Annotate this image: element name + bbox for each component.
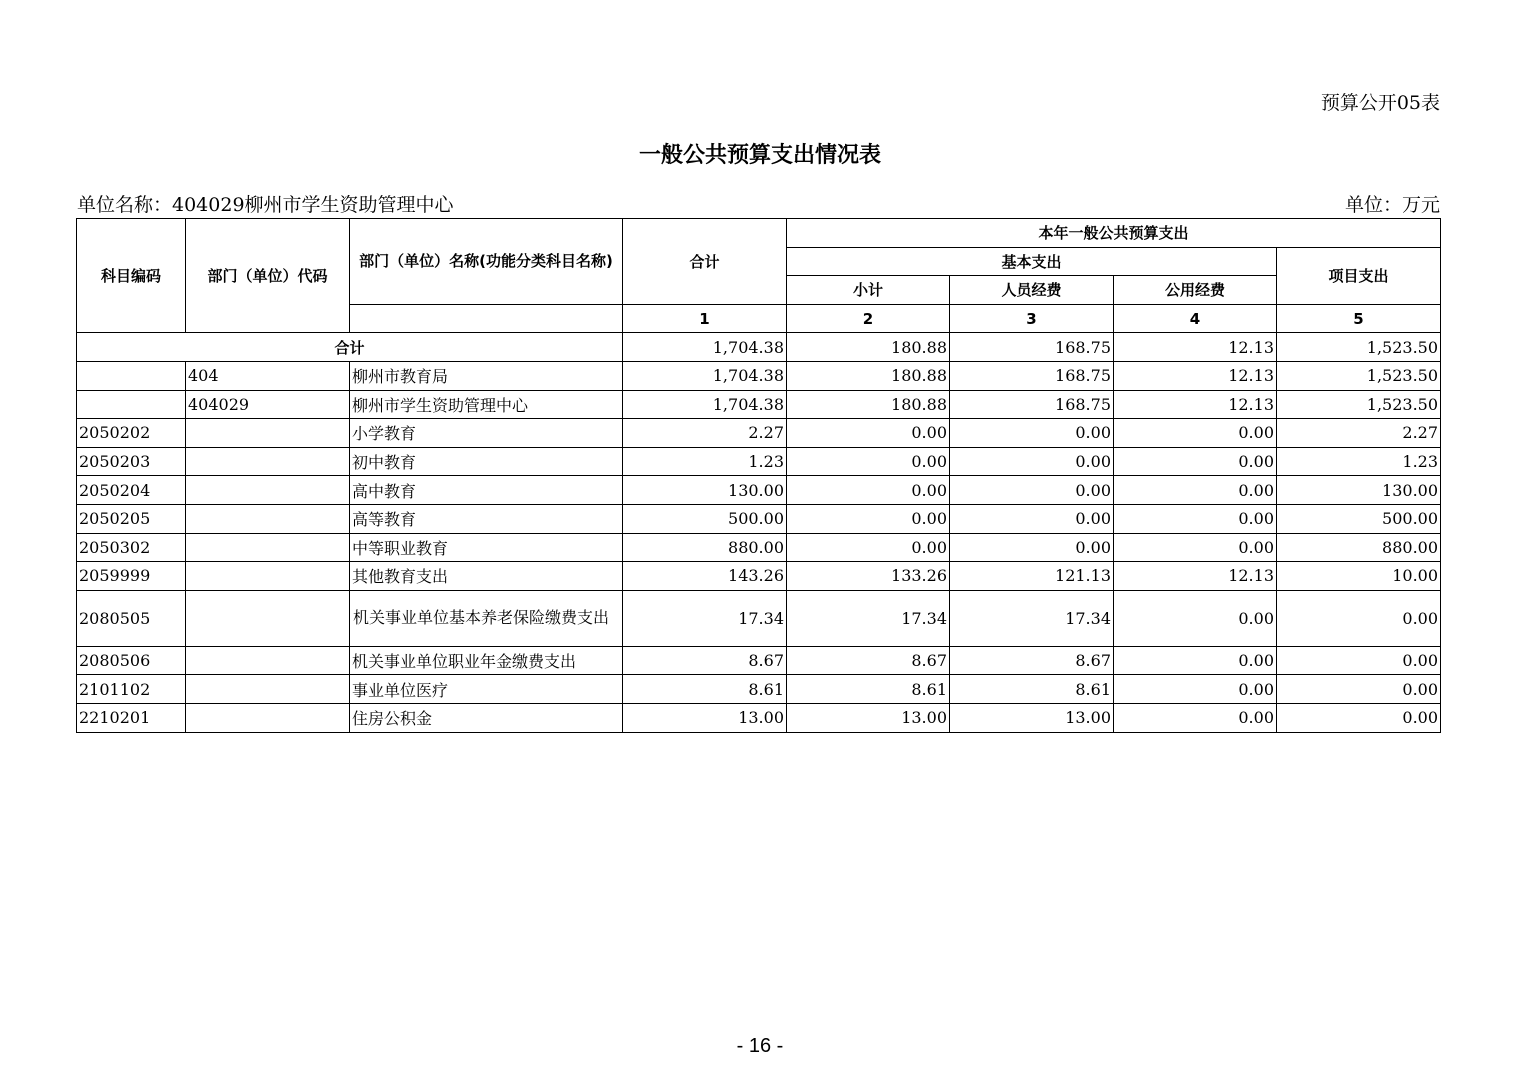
cell-project: 130.00 [1277, 476, 1441, 505]
header-col-5: 5 [1277, 304, 1441, 333]
cell-project: 500.00 [1277, 504, 1441, 533]
cell-dept-code [186, 646, 350, 675]
cell-personnel: 0.00 [950, 476, 1114, 505]
cell-dept-code [186, 533, 350, 562]
cell-personnel: 8.61 [950, 675, 1114, 704]
cell-dept-code: 404 [186, 361, 350, 390]
cell-total: 143.26 [623, 562, 787, 591]
cell-total: 17.34 [623, 590, 787, 646]
cell-dept-code [186, 504, 350, 533]
table-body [77, 333, 1441, 732]
cell-subtotal: 0.00 [787, 476, 950, 505]
header-col-3: 3 [950, 304, 1114, 333]
cell-subject-code: 2101102 [77, 675, 186, 704]
cell-dept-name: 柳州市学生资助管理中心 [350, 390, 623, 419]
header-dept-name: 部门（单位）名称(功能分类科目名称) [350, 219, 623, 305]
cell-public: 12.13 [1114, 562, 1277, 591]
cell-subtotal: 133.26 [787, 562, 950, 591]
table-row [77, 646, 1441, 675]
cell-total: 8.67 [623, 646, 787, 675]
cell-project: 0.00 [1277, 675, 1441, 704]
cell-subtotal: 180.88 [787, 390, 950, 419]
cell-dept-name: 中等职业教育 [350, 533, 623, 562]
cell-total: 500.00 [623, 504, 787, 533]
cell-total: 880.00 [623, 533, 787, 562]
cell-dept-name: 机关事业单位职业年金缴费支出 [350, 646, 623, 675]
table-row [77, 447, 1441, 476]
page-title: 一般公共预算支出情况表 [638, 143, 881, 168]
cell-dept-code: 404029 [186, 390, 350, 419]
cell-public: 0.00 [1114, 675, 1277, 704]
cell-personnel: 168.75 [950, 361, 1114, 390]
cell-dept-name: 机关事业单位基本养老保险缴费支出 [350, 590, 623, 646]
cell-dept-name: 其他教育支出 [350, 562, 623, 591]
header-dept-code: 部门（单位）代码 [186, 219, 350, 333]
cell-total: 130.00 [623, 476, 787, 505]
total-row-public: 12.13 [1114, 333, 1277, 362]
cell-subtotal: 0.00 [787, 504, 950, 533]
table-row [77, 504, 1441, 533]
cell-subject-code: 2050202 [77, 419, 186, 448]
header-total: 合计 [623, 219, 787, 305]
cell-personnel: 8.67 [950, 646, 1114, 675]
cell-dept-code [186, 476, 350, 505]
cell-dept-code [186, 447, 350, 476]
cell-subject-code: 2050203 [77, 447, 186, 476]
cell-total: 8.61 [623, 675, 787, 704]
cell-subtotal: 180.88 [787, 361, 950, 390]
cell-public: 0.00 [1114, 646, 1277, 675]
page-number: - 16 - [736, 1035, 784, 1057]
cell-subject-code [77, 361, 186, 390]
cell-dept-code [186, 590, 350, 646]
table-header [77, 219, 1441, 333]
header-col-2: 2 [787, 304, 950, 333]
cell-subtotal: 13.00 [787, 703, 950, 732]
cell-personnel: 0.00 [950, 447, 1114, 476]
cell-subtotal: 0.00 [787, 533, 950, 562]
header-subtotal: 小计 [787, 276, 950, 305]
cell-personnel: 0.00 [950, 419, 1114, 448]
header-subject-code: 科目编码 [77, 219, 186, 333]
cell-subtotal: 8.67 [787, 646, 950, 675]
unit-label: 单位：万元 [1344, 194, 1440, 216]
cell-total: 1,704.38 [623, 390, 787, 419]
cell-subject-code: 2210201 [77, 703, 186, 732]
form-number: 预算公开05表 [1320, 92, 1440, 114]
cell-dept-code [186, 562, 350, 591]
cell-subtotal: 8.61 [787, 675, 950, 704]
cell-personnel: 17.34 [950, 590, 1114, 646]
cell-dept-code [186, 419, 350, 448]
cell-total: 2.27 [623, 419, 787, 448]
total-row-subtotal: 180.88 [787, 333, 950, 362]
cell-project: 0.00 [1277, 590, 1441, 646]
cell-public: 0.00 [1114, 447, 1277, 476]
table-row [77, 419, 1441, 448]
cell-public: 12.13 [1114, 361, 1277, 390]
cell-subtotal: 0.00 [787, 419, 950, 448]
header-col-4: 4 [1114, 304, 1277, 333]
header-public: 公用经费 [1114, 276, 1277, 305]
cell-project: 1,523.50 [1277, 390, 1441, 419]
cell-subject-code: 2080505 [77, 590, 186, 646]
unit-name: 单位名称：404029柳州市学生资助管理中心 [77, 194, 454, 216]
cell-total: 13.00 [623, 703, 787, 732]
cell-personnel: 0.00 [950, 533, 1114, 562]
cell-total: 1.23 [623, 447, 787, 476]
cell-project: 1.23 [1277, 447, 1441, 476]
cell-project: 0.00 [1277, 703, 1441, 732]
table-row [77, 590, 1441, 646]
header-basic: 基本支出 [787, 247, 1277, 276]
cell-project: 10.00 [1277, 562, 1441, 591]
total-row-personnel: 168.75 [950, 333, 1114, 362]
table-row [77, 361, 1441, 390]
header-personnel: 人员经费 [950, 276, 1114, 305]
cell-personnel: 168.75 [950, 390, 1114, 419]
total-row-label: 合计 [77, 333, 623, 362]
cell-subtotal: 0.00 [787, 447, 950, 476]
cell-subject-code [77, 390, 186, 419]
cell-public: 0.00 [1114, 476, 1277, 505]
cell-personnel: 13.00 [950, 703, 1114, 732]
cell-subject-code: 2050302 [77, 533, 186, 562]
cell-project: 880.00 [1277, 533, 1441, 562]
cell-dept-name: 初中教育 [350, 447, 623, 476]
cell-dept-name: 高等教育 [350, 504, 623, 533]
header-col-1-name [350, 304, 623, 333]
cell-project: 1,523.50 [1277, 361, 1441, 390]
table-row [77, 675, 1441, 704]
total-row-project: 1,523.50 [1277, 333, 1441, 362]
cell-dept-name: 事业单位医疗 [350, 675, 623, 704]
cell-dept-code [186, 703, 350, 732]
cell-dept-code [186, 675, 350, 704]
cell-subject-code: 2080506 [77, 646, 186, 675]
table-row [77, 533, 1441, 562]
cell-project: 0.00 [1277, 646, 1441, 675]
cell-dept-name: 小学教育 [350, 419, 623, 448]
cell-dept-name: 住房公积金 [350, 703, 623, 732]
cell-personnel: 121.13 [950, 562, 1114, 591]
table-row [77, 562, 1441, 591]
total-row-total: 1,704.38 [623, 333, 787, 362]
cell-total: 1,704.38 [623, 361, 787, 390]
cell-subject-code: 2050204 [77, 476, 186, 505]
table-row [77, 703, 1441, 732]
cell-public: 0.00 [1114, 533, 1277, 562]
total-row [77, 333, 1441, 362]
cell-subject-code: 2059999 [77, 562, 186, 591]
cell-project: 2.27 [1277, 419, 1441, 448]
cell-subtotal: 17.34 [787, 590, 950, 646]
cell-personnel: 0.00 [950, 504, 1114, 533]
cell-public: 0.00 [1114, 703, 1277, 732]
header-current-year: 本年一般公共预算支出 [787, 219, 1441, 248]
budget-table [76, 218, 1441, 733]
cell-public: 12.13 [1114, 390, 1277, 419]
cell-dept-name: 柳州市教育局 [350, 361, 623, 390]
cell-public: 0.00 [1114, 590, 1277, 646]
cell-dept-name: 高中教育 [350, 476, 623, 505]
cell-public: 0.00 [1114, 419, 1277, 448]
table-row [77, 390, 1441, 419]
header-col-1: 1 [623, 304, 787, 333]
cell-subject-code: 2050205 [77, 504, 186, 533]
header-project: 项目支出 [1277, 247, 1441, 304]
table-row [77, 476, 1441, 505]
cell-public: 0.00 [1114, 504, 1277, 533]
